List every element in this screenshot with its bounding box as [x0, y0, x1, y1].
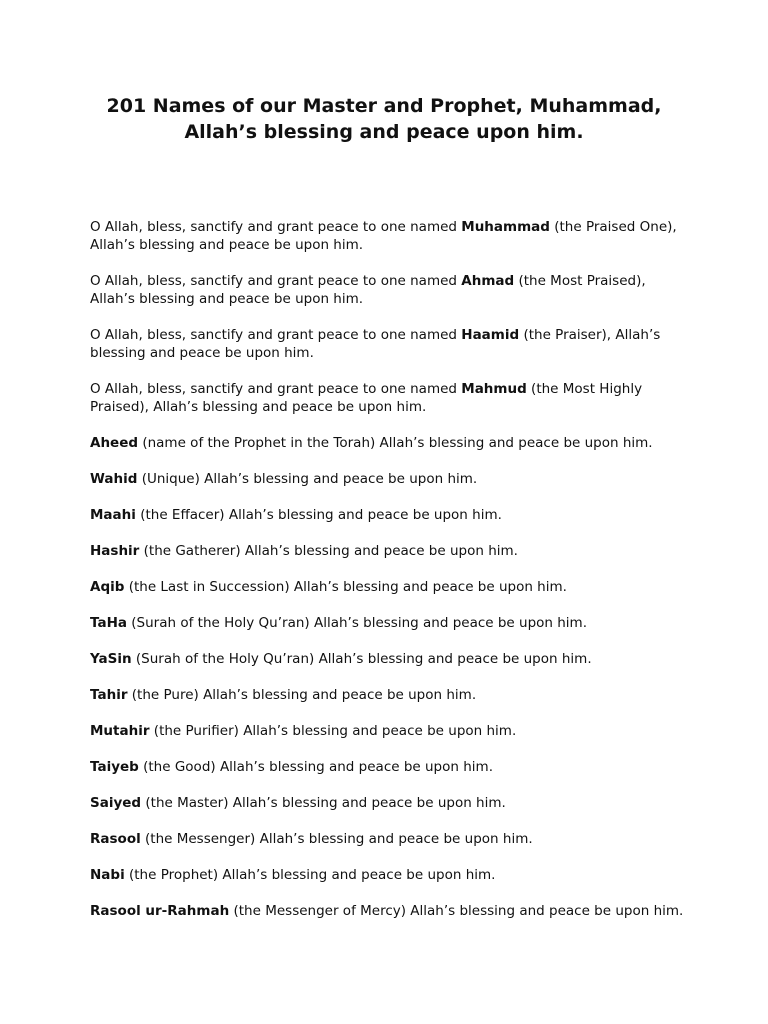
name-entry-tahir: Tahir (the Pure) Allah’s blessing and peace be upon him.	[90, 687, 477, 703]
prophet-name: Saiyed	[90, 795, 142, 811]
name-entry-maahi: Maahi (the Effacer) Allah’s blessing and peace be upon him.	[90, 507, 502, 523]
name-entry-aqib: Aqib (the Last in Succession) Allah’s blessing and peace be upon him.	[90, 579, 567, 595]
name-entry-rasool-ur-rahmah: Rasool ur-Rahmah (the Messenger of Mercy) Allah’s blessing and peace be upon him.	[90, 903, 684, 919]
prophet-name: Hashir	[90, 543, 140, 559]
prophet-name: Mahmud	[461, 381, 527, 397]
name-entry-saiyed: Saiyed (the Master) Allah’s blessing and peace be upon him.	[90, 795, 506, 811]
name-entry-mahmud: O Allah, bless, sanctify and grant peace to one named Mahmud (the Most Highly Praised), Allah’s blessing and peace be upon him.	[90, 381, 643, 415]
prophet-name: YaSin	[90, 651, 132, 667]
name-entry-muhammad: O Allah, bless, sanctify and grant peace to one named Muhammad (the Praised One), Allah’s blessing and peace be upon him.	[90, 219, 677, 253]
prophet-name: Taiyeb	[90, 759, 139, 775]
name-entry-aheed: Aheed (name of the Prophet in the Torah) Allah’s blessing and peace be upon him.	[90, 435, 653, 451]
title-line-2: Allah’s blessing and peace upon him.	[184, 121, 584, 143]
prophet-name: Maahi	[90, 507, 136, 523]
prophet-name: Muhammad	[461, 219, 550, 235]
name-entry-nabi: Nabi (the Prophet) Allah’s blessing and peace be upon him.	[90, 867, 496, 883]
name-entry-wahid: Wahid (Unique) Allah’s blessing and peace be upon him.	[90, 471, 478, 487]
prophet-name: Haamid	[461, 327, 520, 343]
prophet-name: Wahid	[90, 471, 138, 487]
name-entry-hashir: Hashir (the Gatherer) Allah’s blessing and peace be upon him.	[90, 543, 518, 559]
prophet-name: Nabi	[90, 867, 125, 883]
name-entry-haamid: O Allah, bless, sanctify and grant peace to one named Haamid (the Praiser), Allah’s blessing and peace be upon him.	[90, 327, 661, 361]
prophet-name: Tahir	[90, 687, 128, 703]
name-entry-ahmad: O Allah, bless, sanctify and grant peace to one named Ahmad (the Most Praised), Allah’s blessing and peace be upon him.	[90, 273, 646, 307]
name-entry-taiyeb: Taiyeb (the Good) Allah’s blessing and peace be upon him.	[90, 759, 493, 775]
prophet-name: Rasool	[90, 831, 141, 847]
prophet-name: Rasool ur-Rahmah	[90, 903, 230, 919]
prophet-name: Aqib	[90, 579, 125, 595]
name-entry-yasin: YaSin (Surah of the Holy Qu’ran) Allah’s blessing and peace be upon him.	[90, 651, 592, 667]
prophet-name: TaHa	[90, 615, 127, 631]
title-line-1: 201 Names of our Master and Prophet, Muhammad,	[106, 95, 662, 117]
name-entry-taha: TaHa (Surah of the Holy Qu’ran) Allah’s blessing and peace be upon him.	[90, 615, 588, 631]
prophet-name: Aheed	[90, 435, 139, 451]
document-title	[40, 93, 728, 145]
prophet-name: Ahmad	[461, 273, 515, 289]
name-entry-rasool: Rasool (the Messenger) Allah’s blessing and peace be upon him.	[90, 831, 533, 847]
prophet-name: Mutahir	[90, 723, 150, 739]
names-list	[90, 218, 690, 938]
name-entry-mutahir: Mutahir (the Purifier) Allah’s blessing and peace be upon him.	[90, 723, 517, 739]
